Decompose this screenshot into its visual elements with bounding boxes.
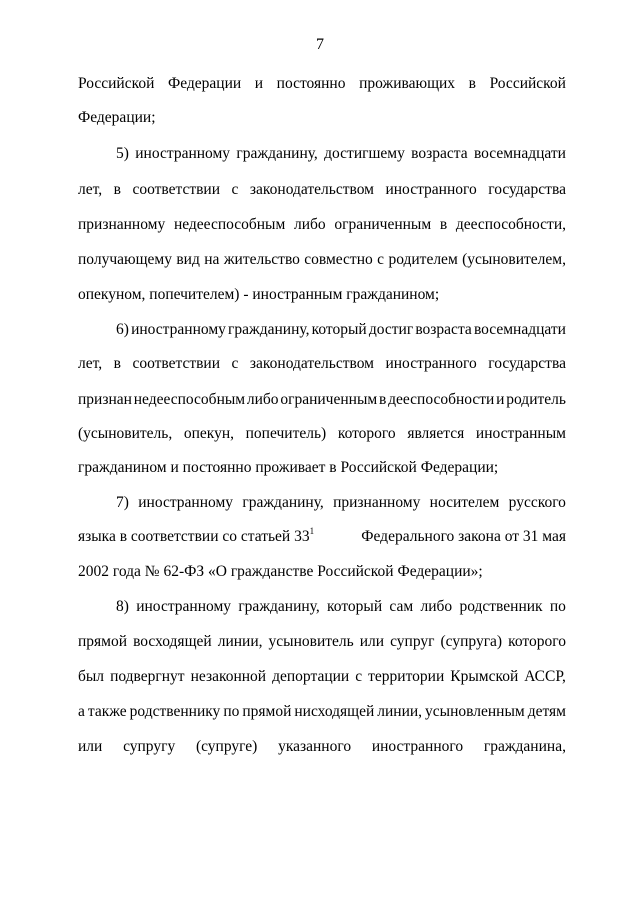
text-line (78, 74, 566, 94)
word: и (496, 391, 505, 408)
word: (усыновителем, (462, 251, 566, 268)
word: на (204, 251, 220, 268)
word: (супруга) (440, 633, 503, 650)
word: жительство (223, 251, 300, 268)
word: или (359, 633, 385, 650)
word: в (378, 391, 387, 408)
word: прямой (78, 633, 128, 650)
word: недееспособным (133, 391, 246, 408)
text-line (78, 737, 566, 757)
word: достигшему (324, 145, 405, 162)
word: иностранного (385, 181, 477, 198)
word: либо (246, 391, 279, 408)
word: и (254, 75, 264, 92)
word: в (113, 355, 121, 372)
word: указанного (278, 738, 352, 755)
word: 5) (116, 145, 129, 162)
word: восходящей (133, 633, 212, 650)
word: с (231, 355, 239, 372)
text-line-with-superscript (78, 527, 566, 547)
word: иностранным (475, 425, 566, 442)
word: родственнику (129, 703, 221, 720)
word: или (78, 738, 103, 755)
word: Российской (78, 75, 155, 92)
text-line (78, 215, 566, 235)
word: который (311, 321, 367, 338)
text-line: 2002 года № 62-ФЗ «О гражданстве Российской Федерации»; (78, 563, 483, 580)
word: либо (293, 216, 326, 233)
word: в (468, 75, 476, 92)
word: получающему (78, 251, 172, 268)
word: иностранного (371, 738, 464, 755)
word: Федерации (167, 75, 242, 92)
word: родственник (459, 598, 543, 615)
word: также (87, 703, 127, 720)
word: гражданина, (483, 738, 566, 755)
text-line (78, 250, 566, 270)
word: Российской (489, 75, 566, 92)
word: незаконной (190, 668, 267, 685)
word: восемнадцати (473, 321, 566, 338)
word: с (355, 668, 363, 685)
word: дееспособности, (455, 216, 566, 233)
word: был (78, 668, 105, 685)
word: линии, (377, 703, 423, 720)
word: депортации (272, 668, 350, 685)
word: возраста (411, 145, 468, 162)
word: которого (337, 425, 396, 442)
word: иностранному (136, 598, 232, 615)
word: нисходящей (294, 703, 375, 720)
word: совместно (304, 251, 373, 268)
word: вид (176, 251, 200, 268)
text-line (116, 320, 566, 340)
word: иностранному (135, 145, 231, 162)
word: сам (389, 598, 414, 615)
text-line (78, 632, 566, 652)
word: дееспособности (388, 391, 495, 408)
superscript: 1 (309, 526, 315, 536)
word: с (231, 181, 239, 198)
word: государства (488, 181, 566, 198)
word: постоянно (276, 75, 346, 92)
text-fragment: языка в соответствии со статьей $33^1$ (78, 526, 315, 545)
word: лет, (78, 181, 103, 198)
word: ограниченным (280, 391, 378, 408)
text-fragment: Федерального закона от 31 мая (357, 528, 566, 545)
word: является (407, 425, 465, 442)
word: усыновленным (425, 703, 525, 720)
word: проживающих (359, 75, 456, 92)
word: территории (368, 668, 445, 685)
word: супруг (390, 633, 435, 650)
word: (усыновитель, (78, 425, 173, 442)
word: с (377, 251, 385, 268)
text-line (78, 424, 566, 444)
word: (супруге) (195, 738, 258, 755)
word: гражданину, (242, 494, 324, 511)
word: признанному (333, 494, 421, 511)
text-line (78, 667, 566, 687)
word: подвергнут (110, 668, 185, 685)
word: в (113, 181, 121, 198)
text-line (78, 180, 566, 200)
word: усыновитель (268, 633, 354, 650)
word: родитель (506, 391, 566, 408)
word: законодательством (249, 355, 374, 372)
word: гражданину, (238, 598, 320, 615)
word: в (439, 216, 448, 233)
text-line: гражданином и постоянно проживает в Российской Федерации; (78, 459, 499, 476)
word: гражданину, (228, 321, 310, 338)
text-line (78, 354, 566, 374)
word: опекун, (183, 425, 234, 442)
word: которого (508, 633, 566, 650)
word: законодательством (249, 181, 374, 198)
word: носителем (429, 494, 500, 511)
word: прямой (242, 703, 292, 720)
word: а (78, 703, 85, 720)
text-line (78, 390, 566, 410)
word: 6) (116, 321, 129, 338)
word: 8) (116, 598, 129, 615)
text-line: опекуном, попечителем) - иностранным гражданином; (78, 286, 440, 303)
word: супругу (123, 738, 176, 755)
word: АССР, (524, 668, 566, 685)
word: попечитель) (245, 425, 327, 442)
text-line (78, 702, 566, 722)
word: Крымской (450, 668, 519, 685)
word: ограниченным (334, 216, 432, 233)
word: признан (78, 391, 132, 408)
word: восемнадцати (473, 145, 566, 162)
text-line: Федерации; (78, 109, 156, 126)
word: русского (508, 494, 566, 511)
word: по (223, 703, 240, 720)
word: возраста (415, 321, 472, 338)
word: достиг (368, 321, 414, 338)
word: признанному (78, 216, 166, 233)
word: иностранному (138, 494, 234, 511)
word: по (549, 598, 566, 615)
word: иностранному (131, 321, 226, 338)
word: недееспособным (173, 216, 286, 233)
word: иностранного (385, 355, 477, 372)
word: 7) (116, 494, 129, 511)
word: линии, (217, 633, 263, 650)
text-line (116, 144, 566, 164)
word: родителем (388, 251, 458, 268)
word: детям (527, 703, 566, 720)
word: лет, (78, 355, 103, 372)
word: соответствии (132, 355, 221, 372)
word: соответствии (132, 181, 221, 198)
word: гражданину, (236, 145, 318, 162)
word: который (327, 598, 383, 615)
word: государства (488, 355, 566, 372)
page-number: 7 (316, 36, 324, 53)
text-line (116, 597, 566, 617)
text-line (116, 493, 566, 513)
word: либо (420, 598, 453, 615)
